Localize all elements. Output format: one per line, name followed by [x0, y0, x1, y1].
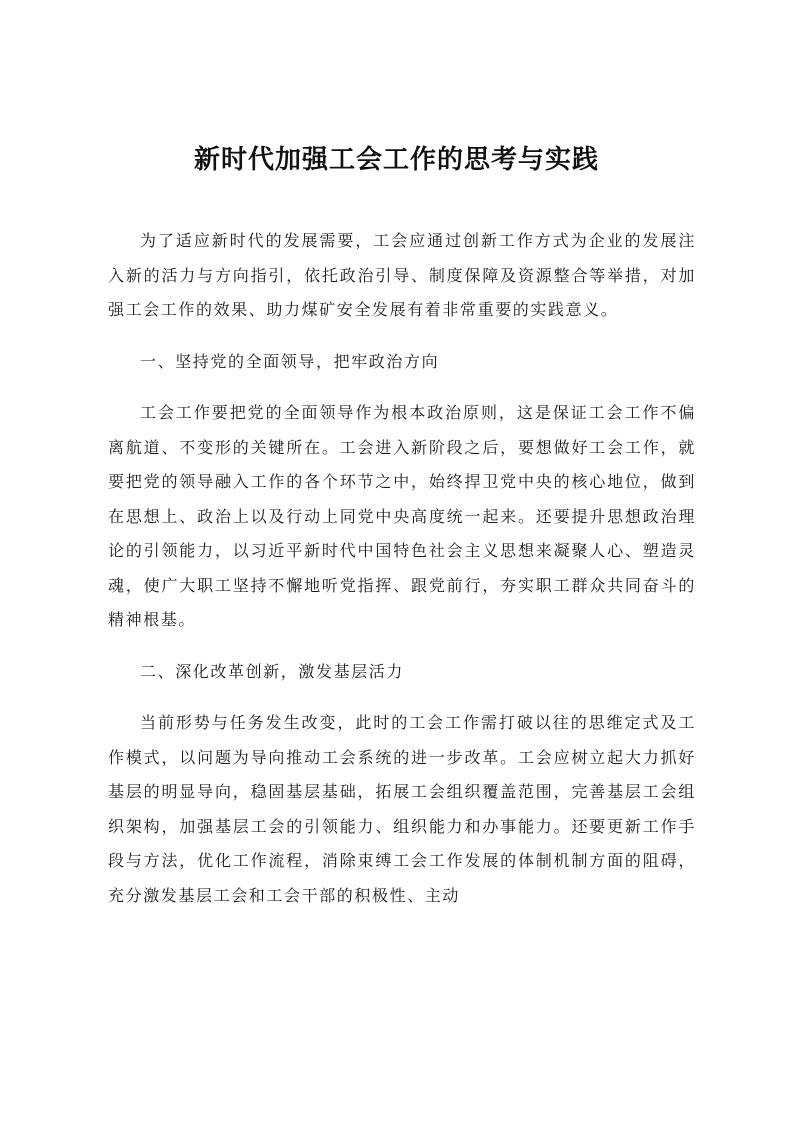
document-body — [108, 224, 696, 930]
document-title: 新时代加强工会工作的思考与实践 — [193, 145, 599, 175]
intro-paragraph: 为了适应新时代的发展需要，工会应通过创新工作方式为企业的发展注入新的活力与方向指引，依托政治引导、制度保障及资源整合等举措，对加强工会工作的效果、助力煤矿安全发展有着非常重要的实践意义。 — [108, 231, 696, 319]
section-heading-1: 一、坚持党的全面领导，把牢政治方向 — [140, 351, 440, 371]
section-heading-2: 二、深化改革创新，激发基层活力 — [140, 661, 405, 681]
section-2-paragraph: 当前形势与任务发生改变，此时的工会工作需打破以往的思维定式及工作模式，以问题为导向推动工会系统的进一步改革。工会应树立起大力抓好基层的明显导向，稳固基层基础，拓展工会组织覆盖范围，完善基层工会组织架构，加强基层工会的引领能力、组织能力和办事能力。还要更新工作手段与方法，优化工作流程，消除束缚工会工作发展的体制机制方面的阻碍，充分激发基层工会和工会干部的积极性、主动 — [108, 713, 696, 905]
section-1-paragraph: 工会工作要把党的全面领导作为根本政治原则，这是保证工会工作不偏离航道、不变形的关键所在。工会进入新阶段之后，要想做好工会工作，就要把党的领导融入工作的各个环节之中，始终捍卫党中央的核心地位，做到在思想上、政治上以及行动上同党中央高度统一起来。还要提升思想政治理论的引领能力，以习近平新时代中国特色社会主义思想来凝聚人心、塑造灵魂，使广大职工坚持不懈地听党指挥、跟党前行，夯实职工群众共同奋斗的精神根基。 — [108, 403, 696, 629]
